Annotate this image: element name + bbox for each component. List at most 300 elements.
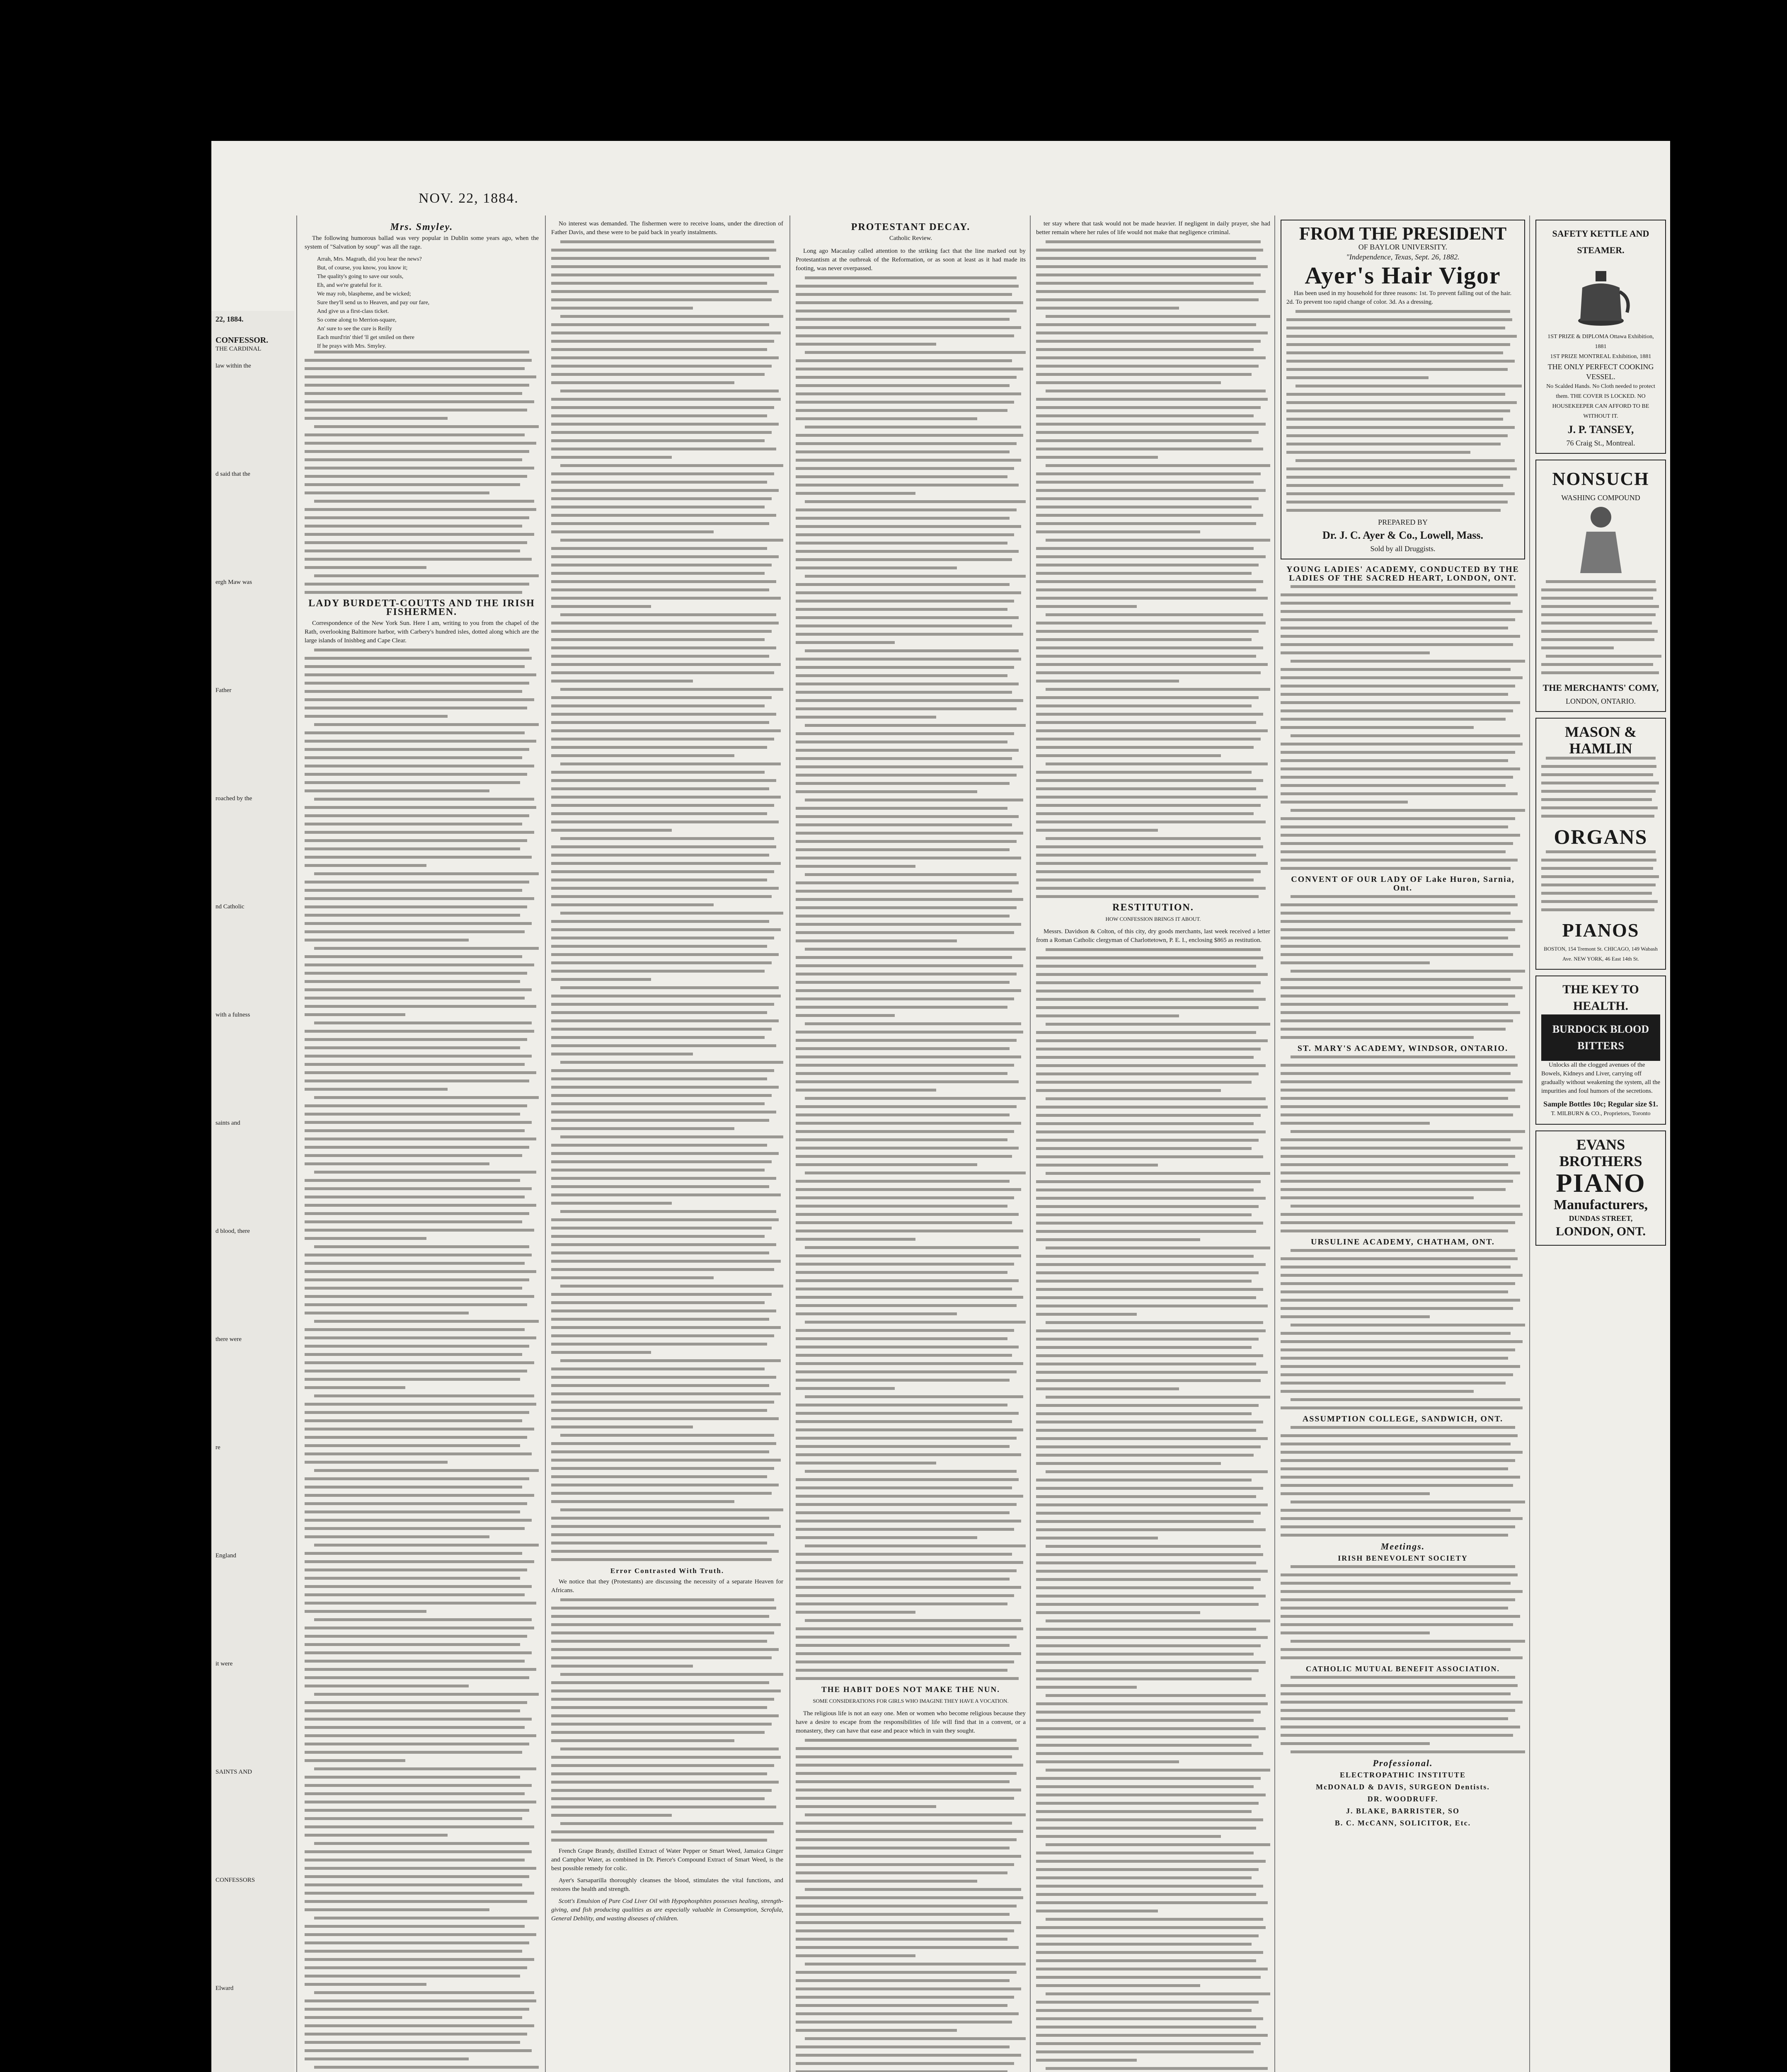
text-line-texture — [1036, 1280, 1252, 1283]
text-line-texture — [551, 1185, 769, 1188]
text-line-texture — [551, 1723, 772, 1726]
newspaper-page — [211, 141, 1670, 2072]
text-line-texture — [1036, 323, 1256, 326]
text-line-texture — [305, 1013, 405, 1016]
text-line-texture — [1036, 1230, 1256, 1233]
text-line-texture — [1281, 1113, 1513, 1116]
fragment-line: with a fulness — [216, 1012, 250, 1018]
text-line-texture — [1036, 1462, 1221, 1465]
text-line-texture — [551, 1698, 774, 1701]
text-line-texture — [1281, 1064, 1518, 1067]
piano-label: PIANO — [1556, 1168, 1646, 1198]
text-line-texture — [305, 1444, 520, 1447]
column-5 — [1281, 220, 1525, 2072]
text-line-texture — [551, 1301, 765, 1304]
text-line-texture — [1541, 613, 1656, 616]
text-line-texture — [314, 649, 530, 651]
text-line-texture — [551, 431, 772, 434]
text-line-texture — [1281, 1172, 1520, 1174]
text-line-texture — [1281, 1598, 1515, 1601]
text-line-texture — [1291, 1130, 1525, 1133]
text-line-texture — [805, 426, 1021, 428]
text-line-texture — [560, 1285, 783, 1288]
text-line-texture — [796, 401, 1014, 404]
text-line-texture — [1541, 638, 1654, 641]
text-line-texture — [1281, 986, 1523, 989]
text-line-texture — [805, 1395, 1023, 1398]
text-line-texture — [796, 1536, 977, 1539]
text-line-texture — [805, 1172, 1026, 1174]
text-line-texture — [551, 1069, 774, 1072]
text-line-texture — [1036, 845, 1263, 848]
text-line-texture — [1036, 1677, 1252, 1680]
text-line-texture — [551, 1310, 776, 1312]
text-line-texture — [1036, 646, 1263, 649]
text-line-texture — [1286, 327, 1505, 329]
text-line-texture — [305, 1958, 534, 1961]
text-line-texture — [796, 1014, 895, 1017]
text-line-texture — [551, 1268, 774, 1271]
text-line-texture — [560, 390, 778, 392]
text-line-texture — [551, 1193, 781, 1196]
text-line-texture — [1281, 1155, 1515, 1158]
text-line-texture — [305, 1229, 534, 1232]
text-line-texture — [1036, 746, 1254, 749]
text-line-texture — [305, 508, 536, 511]
text-line-texture — [1036, 1445, 1261, 1448]
text-line-texture — [551, 812, 767, 815]
text-line-texture — [1036, 1454, 1254, 1457]
text-line-texture — [551, 646, 776, 649]
text-line-texture — [796, 417, 977, 420]
text-line-texture — [551, 506, 765, 508]
verse-line: Each murd'rin' thief 'll get smiled on there — [317, 334, 414, 341]
text-line-texture — [1036, 1553, 1263, 1556]
text-line-texture — [796, 782, 1010, 785]
text-line-texture — [1036, 1205, 1259, 1208]
text-line-texture — [796, 1138, 1007, 1141]
text-line-texture — [1036, 1048, 1261, 1051]
text-line-texture — [551, 423, 779, 426]
text-line-texture — [551, 580, 776, 583]
merchants-address: LONDON, ONTARIO. — [1565, 697, 1636, 705]
text-line-texture — [1281, 842, 1513, 845]
text-line-texture — [305, 1428, 534, 1431]
merchants-name: THE MERCHANTS' COMY, — [1542, 683, 1659, 693]
text-line-texture — [1281, 602, 1511, 605]
text-line-texture — [1291, 1249, 1516, 1252]
text-line-texture — [551, 265, 781, 268]
text-line-texture — [1036, 1702, 1268, 1705]
text-line-texture — [560, 240, 774, 243]
fragment-line: SAINTS AND — [216, 1769, 252, 1775]
text-line-texture — [305, 1452, 532, 1455]
text-line-texture — [796, 467, 1014, 470]
text-line-texture — [551, 1218, 779, 1221]
text-line-texture — [305, 1063, 525, 1066]
text-line-texture — [1036, 1064, 1266, 1067]
text-line-texture — [305, 1825, 534, 1828]
text-line-texture — [1291, 1055, 1516, 1058]
article-text — [551, 240, 783, 1561]
text-line-texture — [1036, 332, 1268, 334]
text-line-texture — [305, 1030, 534, 1033]
text-line-texture — [796, 674, 1007, 677]
text-line-texture — [1036, 1296, 1256, 1299]
text-line-texture — [1286, 401, 1517, 404]
text-line-texture — [1036, 1305, 1268, 1307]
text-line-texture — [1036, 1081, 1252, 1084]
text-line-texture — [1291, 734, 1521, 737]
text-line-texture — [1036, 348, 1254, 351]
article-text: Long ago Macaulay called attention to the striking fact that the line marked out by Protestantism at the outbreak of the Reformation, or as soon at least as it had made its footing, was never overpassed. — [796, 248, 1026, 272]
text-line-texture — [305, 756, 522, 759]
ayer-date: "Independence, Texas, Sept. 26, 1882. — [1346, 253, 1460, 261]
text-line-texture — [1036, 398, 1268, 401]
text-line-texture — [560, 1673, 783, 1676]
text-line-texture — [314, 1991, 534, 1994]
text-line-texture — [796, 334, 1014, 337]
text-line-texture — [796, 1880, 977, 1883]
text-line-texture — [1036, 1072, 1259, 1075]
text-line-texture — [314, 500, 534, 503]
text-line-texture — [796, 641, 895, 644]
text-line-texture — [1036, 1810, 1252, 1813]
text-line-texture — [551, 282, 767, 285]
text-line-texture — [314, 2066, 539, 2069]
text-line-texture — [551, 1036, 765, 1039]
text-line-texture — [1286, 434, 1508, 437]
text-line-texture — [1281, 928, 1515, 931]
text-line-texture — [1036, 1628, 1256, 1631]
text-line-texture — [1036, 821, 1266, 823]
text-line-texture — [305, 1676, 529, 1679]
text-line-texture — [314, 351, 530, 353]
ayer-headline: FROM THE PRESIDENT — [1299, 223, 1507, 244]
verse-line: So come along to Merrion-square, — [317, 317, 397, 323]
fragment-line: nd Catholic — [216, 903, 245, 910]
text-line-texture — [1036, 2009, 1252, 2012]
text-line-texture — [314, 1544, 539, 1547]
text-line-texture — [1281, 668, 1511, 671]
text-line-texture — [796, 368, 1023, 370]
text-line-texture — [305, 1709, 520, 1712]
text-line-texture — [551, 1475, 767, 1478]
text-line-texture — [1281, 1467, 1508, 1470]
text-line-texture — [314, 1245, 530, 1248]
left-date: 22, 1884. — [216, 315, 244, 323]
text-line-texture — [1046, 762, 1268, 765]
text-line-texture — [1036, 1031, 1256, 1034]
text-line-texture — [305, 442, 536, 445]
text-line-texture — [796, 1938, 1007, 1941]
text-line-texture — [1541, 630, 1658, 633]
text-line-texture — [551, 1276, 714, 1279]
text-line-texture — [796, 525, 1021, 528]
text-line-texture — [796, 1221, 1012, 1224]
text-line-texture — [551, 870, 774, 873]
key-headline: THE KEY TO HEALTH. — [1562, 983, 1639, 1013]
text-line-texture — [1036, 895, 1259, 898]
tansey-name: J. P. TANSEY, — [1567, 424, 1634, 436]
text-line-texture — [560, 1598, 774, 1601]
text-line-texture — [305, 707, 527, 709]
london-label: LONDON, ONT. — [1556, 1225, 1646, 1238]
text-line-texture — [1281, 792, 1518, 795]
text-line-texture — [551, 1102, 765, 1105]
text-line-texture — [1281, 1257, 1518, 1260]
text-line-texture — [1281, 859, 1518, 862]
text-line-texture — [305, 1660, 525, 1663]
text-line-texture — [796, 691, 1012, 694]
article-title-habit-nun: THE HABIT DOES NOT MAKE THE NUN. — [821, 1685, 1000, 1694]
text-line-texture — [1036, 704, 1252, 707]
text-line-texture — [1291, 1676, 1516, 1679]
society-text — [1281, 1676, 1525, 1753]
text-line-texture — [1036, 1255, 1254, 1258]
text-line-texture — [1036, 1429, 1256, 1432]
text-line-texture — [1281, 1492, 1430, 1495]
ayer-prepared: PREPARED BY — [1378, 518, 1428, 526]
text-line-texture — [796, 1586, 1021, 1589]
text-line-texture — [1036, 1760, 1179, 1763]
text-line-texture — [1036, 1711, 1261, 1714]
text-line-texture — [305, 450, 529, 453]
text-line-texture — [805, 276, 1017, 279]
text-line-texture — [1046, 240, 1261, 243]
text-line-texture — [551, 398, 781, 401]
text-line-texture — [551, 1376, 776, 1379]
text-line-texture — [1036, 1959, 1256, 1962]
text-line-texture — [1281, 1582, 1511, 1585]
text-line-texture — [796, 1578, 1010, 1581]
text-line-texture — [551, 1814, 672, 1817]
text-line-texture — [1541, 773, 1653, 776]
text-line-texture — [305, 1510, 520, 1513]
burdock-price: Sample Bottles 10c; Regular size $1. — [1543, 1100, 1658, 1108]
text-line-texture — [1541, 875, 1659, 878]
text-line-texture — [796, 633, 1023, 636]
text-line-texture — [305, 1121, 532, 1124]
verse-line: But, of course, you know, you know it; — [317, 265, 408, 271]
nonsuch-text — [1541, 580, 1660, 674]
article-title-burdett-coutts: LADY BURDETT-COUTTS AND THE IRISH FISHERMEN. — [308, 598, 535, 617]
text-line-texture — [805, 1619, 1021, 1622]
text-line-texture — [1036, 1644, 1261, 1647]
text-line-texture — [796, 1420, 1012, 1423]
text-line-texture — [305, 1378, 520, 1381]
text-line-texture — [305, 433, 525, 436]
text-line-texture — [560, 539, 783, 542]
text-line-texture — [551, 1351, 651, 1354]
left-sub: THE CARDINAL — [216, 346, 262, 352]
text-line-texture — [1286, 335, 1517, 338]
text-line-texture — [551, 961, 772, 964]
text-line-texture — [551, 721, 769, 724]
text-line-texture — [1036, 973, 1268, 976]
text-line-texture — [796, 823, 1012, 826]
text-line-texture — [796, 931, 1014, 934]
text-line-texture — [1036, 1412, 1252, 1415]
article-title-error-truth: Error Contrasted With Truth. — [610, 1567, 724, 1575]
text-line-texture — [796, 459, 1021, 462]
text-line-texture — [1036, 1313, 1137, 1316]
text-line-texture — [1036, 307, 1179, 310]
text-line-texture — [305, 1204, 536, 1207]
text-line-texture — [1046, 315, 1270, 318]
text-line-texture — [314, 574, 539, 577]
text-line-texture — [796, 384, 1010, 387]
text-line-texture — [796, 1296, 1023, 1299]
text-line-texture — [796, 1511, 1010, 1514]
text-line-texture — [305, 1999, 536, 2002]
text-line-texture — [1036, 1968, 1268, 1970]
text-line-texture — [1036, 1570, 1268, 1573]
text-line-texture — [1036, 1860, 1266, 1863]
text-line-texture — [1541, 765, 1656, 768]
text-line-texture — [305, 1287, 522, 1290]
text-line-texture — [305, 1585, 532, 1588]
text-line-texture — [1036, 1868, 1259, 1871]
text-line-texture — [551, 1293, 772, 1296]
text-line-texture — [305, 1975, 520, 1978]
text-line-texture — [1541, 588, 1656, 591]
text-line-texture — [796, 1495, 1023, 1498]
fragment-line: roached by the — [216, 795, 252, 802]
text-line-texture — [305, 1370, 527, 1372]
text-line-texture — [1546, 850, 1655, 853]
text-line-texture — [305, 1867, 536, 1870]
text-line-texture — [305, 864, 426, 867]
text-line-texture — [1281, 593, 1518, 596]
society-heading: CATHOLIC MUTUAL BENEFIT ASSOCIATION. — [1305, 1665, 1500, 1673]
mason-text — [1541, 850, 1660, 911]
text-line-texture — [1036, 1421, 1263, 1423]
fragment-line: Elward — [216, 1985, 234, 1992]
text-line-texture — [1036, 1056, 1254, 1059]
text-line-texture — [305, 1801, 536, 1803]
text-line-texture — [796, 343, 936, 346]
text-line-texture — [1281, 1105, 1520, 1108]
text-line-texture — [1036, 1147, 1252, 1150]
text-line-texture — [551, 671, 774, 674]
text-line-texture — [305, 1635, 527, 1638]
text-line-texture — [305, 1046, 520, 1049]
text-line-texture — [796, 1755, 1012, 1758]
text-line-texture — [551, 456, 672, 459]
text-line-texture — [796, 1594, 1014, 1597]
article-text — [796, 1739, 1026, 2072]
text-line-texture — [1036, 956, 1263, 959]
text-line-texture — [796, 1503, 1017, 1506]
text-line-texture — [1036, 981, 1261, 984]
text-line-texture — [1036, 572, 1252, 575]
text-line-texture — [305, 1908, 489, 1911]
text-line-texture — [551, 588, 769, 591]
text-line-texture — [560, 315, 783, 318]
text-line-texture — [796, 1478, 1019, 1481]
text-line-texture — [305, 1295, 534, 1298]
text-line-texture — [1036, 1669, 1259, 1672]
text-line-texture — [796, 1486, 1012, 1489]
text-line-texture — [1286, 351, 1503, 354]
text-line-texture — [796, 790, 977, 793]
text-line-texture — [1036, 622, 1266, 625]
text-line-texture — [796, 1896, 1023, 1899]
verse-line: And give us a first-class ticket. — [317, 308, 389, 315]
text-line-texture — [305, 2008, 529, 2011]
article-text: ter stay where that task would not be made heavier. If negligent in daily prayer, she had better remain where her rules of life would not make that negligence criminal. — [1036, 220, 1270, 236]
fragment-line: saints and — [216, 1120, 240, 1126]
text-line-texture — [1036, 1686, 1137, 1689]
text-line-texture — [1281, 1615, 1520, 1618]
text-line-texture — [551, 1772, 767, 1775]
nonsuch-ad — [1535, 460, 1666, 712]
text-line-texture — [796, 923, 1021, 926]
text-line-texture — [305, 1610, 426, 1613]
text-line-texture — [551, 638, 765, 641]
text-line-texture — [1295, 459, 1514, 462]
article-title-restitution: RESTITUTION. — [1112, 902, 1194, 913]
text-line-texture — [1281, 1373, 1513, 1376]
text-line-texture — [796, 1445, 1010, 1448]
text-line-texture — [551, 804, 774, 807]
ayer-subhead: OF BAYLOR UNIVERSITY. — [1358, 243, 1448, 251]
text-line-texture — [1286, 501, 1508, 503]
text-line-texture — [305, 558, 532, 561]
text-line-texture — [796, 865, 915, 868]
text-line-texture — [1036, 738, 1261, 741]
text-line-texture — [305, 1875, 529, 1878]
text-line-texture — [1281, 912, 1511, 915]
text-line-texture — [551, 1094, 772, 1097]
text-line-texture — [551, 903, 714, 906]
text-line-texture — [305, 831, 534, 834]
text-line-texture — [551, 1260, 781, 1263]
text-line-texture — [551, 1053, 693, 1055]
text-line-texture — [1036, 696, 1259, 699]
kettle-tagline: THE ONLY PERFECT COOKING VESSEL. — [1547, 363, 1654, 381]
text-line-texture — [796, 600, 1014, 603]
text-line-texture — [796, 707, 1017, 710]
article-text — [1036, 948, 1270, 2072]
text-line-texture — [796, 956, 1012, 959]
text-line-texture — [551, 970, 765, 973]
text-line-texture — [305, 1577, 520, 1580]
text-line-texture — [314, 1917, 539, 1920]
text-line-texture — [796, 1677, 1019, 1680]
text-line-texture — [1281, 1299, 1520, 1302]
text-line-texture — [1046, 464, 1270, 467]
text-line-texture — [305, 1088, 448, 1091]
kettle-prize-1: 1ST PRIZE & DIPLOMA Ottawa Exhibition, 1881 — [1547, 334, 1654, 350]
text-line-texture — [1281, 978, 1511, 981]
text-line-texture — [305, 392, 522, 395]
text-line-texture — [1281, 701, 1520, 704]
text-line-texture — [796, 1147, 1019, 1150]
text-line-texture — [305, 980, 520, 983]
text-line-texture — [551, 845, 776, 848]
text-line-texture — [796, 359, 1012, 362]
text-line-texture — [314, 425, 539, 428]
text-line-texture — [305, 566, 426, 569]
article-text: Correspondence of the New York Sun. Here I am, writing to you from the chapel of the Rath, overlooking Baltimore harbor, with Carbery's hundred isles, dotted along which are the large islands of Inishbeg and Cape Clear. — [305, 620, 539, 644]
text-line-texture — [560, 1135, 783, 1138]
text-line-texture — [796, 1263, 1014, 1266]
text-line-texture — [796, 732, 1014, 735]
text-line-texture — [1036, 1188, 1254, 1191]
text-line-texture — [1286, 484, 1503, 487]
